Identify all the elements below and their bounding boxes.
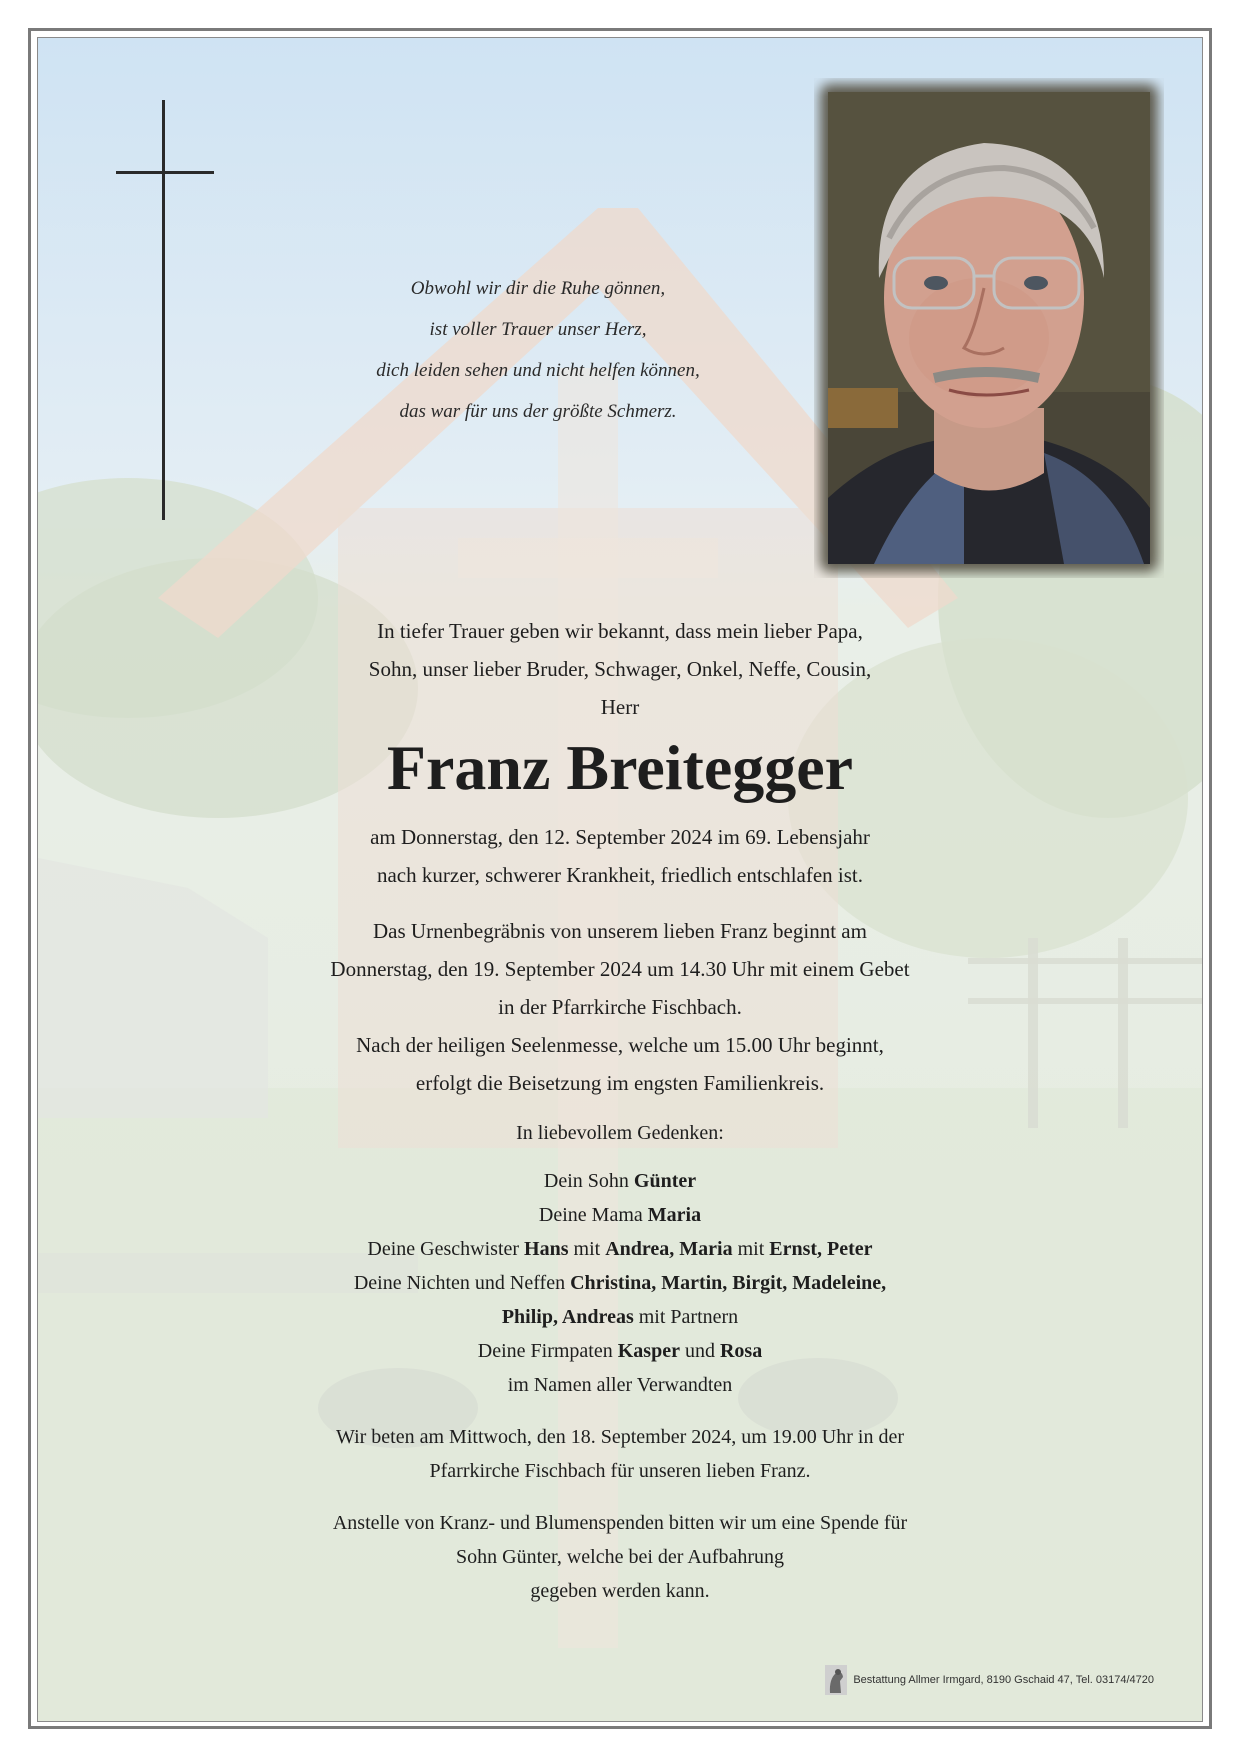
funeral-line: erfolgt die Beisetzung im engsten Familienkreis. xyxy=(415,1071,825,1095)
prayer-line: Wir beten am Mittwoch, den 18. September 2024, um 19.00 Uhr in der xyxy=(336,1426,904,1448)
funeral-line: Nach der heiligen Seelenmesse, welche um 15.00 Uhr beginnt, xyxy=(356,1033,884,1057)
obituary-text xyxy=(38,612,1202,1608)
mourners-intro: In liebevollem Gedenken: xyxy=(516,1122,724,1144)
mourner-mother: Deine Mama Maria xyxy=(538,1204,702,1226)
funeral-line: Donnerstag, den 19. September 2024 um 14.30 Uhr mit einem Gebet xyxy=(330,957,910,981)
donation-line: gegeben werden kann. xyxy=(530,1580,710,1602)
poem-line: das war für uns der größte Schmerz. xyxy=(399,401,677,422)
deceased-name: Franz Breitegger xyxy=(386,732,854,803)
mourner-nieces-cont: Philip, Andreas mit Partnern xyxy=(501,1306,739,1328)
poem-line: Obwohl wir dir die Ruhe gönnen, xyxy=(410,278,666,299)
announcement-line: Herr xyxy=(600,695,640,719)
prayer-line: Pfarrkirche Fischbach für unseren lieben Franz. xyxy=(429,1460,811,1482)
mourner-siblings: Deine Geschwister Hans mit Andrea, Maria mit Ernst, Peter xyxy=(367,1238,873,1260)
funeral-line: Das Urnenbegräbnis von unserem lieben Franz beginnt am xyxy=(373,919,867,943)
donation-line: Sohn Günter, welche bei der Aufbahrung xyxy=(456,1546,784,1568)
mourner-nieces: Deine Nichten und Neffen Christina, Martin, Birgit, Madeleine, xyxy=(353,1272,887,1294)
death-info-line: nach kurzer, schwerer Krankheit, friedlich entschlafen ist. xyxy=(376,863,864,887)
mourner-son: Dein Sohn Günter xyxy=(543,1170,697,1192)
announcement-line: Sohn, unser lieber Bruder, Schwager, Onkel, Neffe, Cousin, xyxy=(368,657,872,681)
obituary-card xyxy=(37,37,1203,1722)
poem-line: dich leiden sehen und nicht helfen können, xyxy=(376,360,700,381)
mourner-godparents: Deine Firmpaten Kasper und Rosa xyxy=(477,1340,763,1362)
funeral-home-info: Bestattung Allmer Irmgard, 8190 Gschaid 47, Tel. 03174/4720 xyxy=(853,1674,1154,1686)
mourner-relatives: im Namen aller Verwandten xyxy=(507,1374,733,1396)
portrait-photo xyxy=(814,78,1164,578)
funeral-home-logo-icon xyxy=(825,1665,847,1695)
death-info-line: am Donnerstag, den 12. September 2024 im 69. Lebensjahr xyxy=(370,825,870,849)
announcement-line: In tiefer Trauer geben wir bekannt, dass mein lieber Papa, xyxy=(377,619,863,643)
funeral-line: in der Pfarrkirche Fischbach. xyxy=(498,995,742,1019)
poem-line: ist voller Trauer unser Herz, xyxy=(429,319,647,340)
funeral-home-footer xyxy=(825,1665,1154,1695)
donation-line: Anstelle von Kranz- und Blumenspenden bitten wir um eine Spende für xyxy=(332,1512,908,1534)
memorial-poem xyxy=(338,268,738,432)
